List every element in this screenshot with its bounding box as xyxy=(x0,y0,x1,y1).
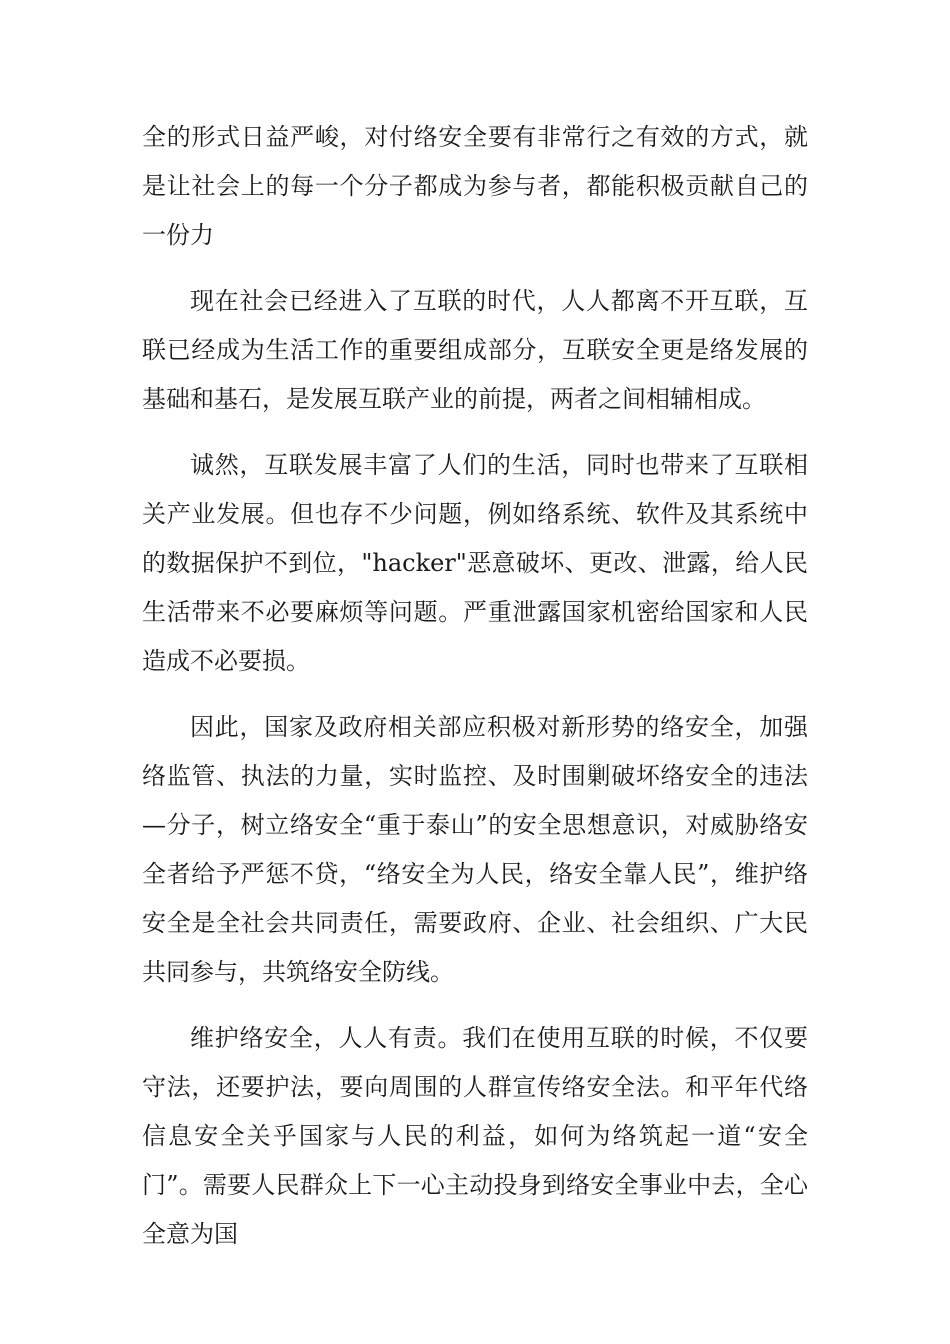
paragraph-continuation: 全的形式日益严峻，对付络安全要有非常行之有效的方式，就是让社会上的每一个分子都成为参与者，都能积极贡献自己的一份力 xyxy=(142,123,808,249)
paragraph-government-role: 因此，国家及政府相关部应积极对新形势的络安全，加强络监管、执法的力量，实时监控、及时围剿破坏络安全的违法—分子，树立络安全“重于泰山”的安全思想意识，对威胁络安全者给予严惩不贷，“络安全为人民，络安全靠人民”，维护络安全是全社会共同责任，需要政府、企业、社会组织、广大民共同参与，共筑络安全防线。 xyxy=(142,713,808,986)
paragraph-problems: 诚然，互联发展丰富了人们的生活，同时也带来了互联相关产业发展。但也存不少问题，例如络系统、软件及其系统中的数据保护不到位，"hacker"恶意破坏、更改、泄露，给人民生活带来不必要麻烦等问题。严重泄露国家机密给国家和人民造成不必要损。 xyxy=(142,451,808,675)
paragraph-everyone-responsible: 维护络安全，人人有责。我们在使用互联的时候，不仅要守法，还要护法，要向周围的人群宣传络安全法。和平年代络信息安全关乎国家与人民的利益，如何为络筑起一道“安全门”。需要人民群众上下一心主动投身到络安全事业中去，全心全意为国 xyxy=(142,1024,808,1248)
paragraph-internet-era: 现在社会已经进入了互联的时代，人人都离不开互联，互联已经成为生活工作的重要组成部分，互联安全更是络发展的基础和基石，是发展互联产业的前提，两者之间相辅相成。 xyxy=(142,287,808,413)
document-body xyxy=(142,113,808,1276)
